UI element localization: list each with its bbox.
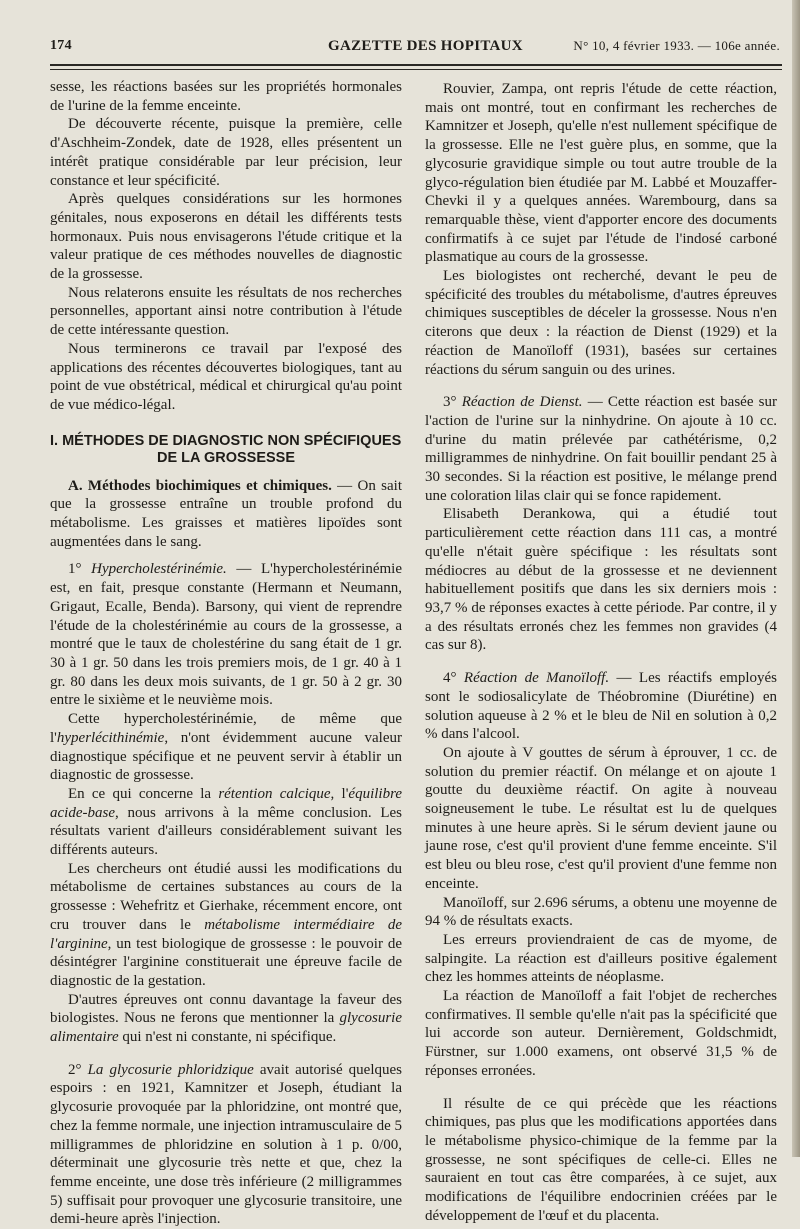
paragraph: 3° Réaction de Dienst. — Cette réaction est basée sur l'action de l'urine sur la ninhydrine. On ajoute à 10 cc. d'urine du matin prélevée par cathétérisme, 0,2 milligrammes de ninhydrine. On fait bouillir pendant 25 à 30 secondes. Si la réaction est positive, le mélange prend une coloration lilas clair qui se fonce rapidement. xyxy=(425,394,778,504)
paragraph: Les erreurs proviendraient de cas de myome, de salpingite. La réaction est d'ailleurs positive également chez les hommes atteints de néoplasme. xyxy=(425,931,777,986)
left-column xyxy=(50,78,402,1229)
header-rule xyxy=(50,64,782,66)
journal-title: GAZETTE DES HOPITAUX xyxy=(328,38,523,54)
page-edge xyxy=(792,0,800,1157)
paragraph: Elisabeth Derankowa, qui a étudié tout particulièrement cette réaction dans 111 cas, a montré qu'elle n'était guère spécifique : les résultats sont médiocres au début de la grossesse et ne deviennent habituellement positifs que dans les six derniers mois : 93,7 % de réponses exactes à cette période. Par contre, il y a des résultats erronés chez les femmes non gravides (4 cas sur 8). xyxy=(425,506,777,654)
paragraph: La réaction de Manoïloff a fait l'objet de recherches confirmatives. Il semble qu'elle n'ait pas la spécificité que lui accorde son auteur. Dernièrement, Goldschmidt, Fürstner, sur 1.000 examens, ont observé 31,5 % de réponses erronées. xyxy=(425,988,777,1079)
section-heading-line1: I. MÉTHODES DE DIAGNOSTIC NON SPÉCIFIQUES xyxy=(50,432,402,449)
paragraph: Cette hypercholestérinémie, de même que l'hyperlécithinémie, n'ont évidemment aucune valeur diagnostique spécifique et ne peuvent servir à établir un diagnostic de grossesse. xyxy=(50,711,402,784)
section-heading xyxy=(50,433,402,467)
paragraph: Après quelques considérations sur les hormones génitales, nous exposerons en détail les différents tests hormonaux. Puis nous envisagerons l'étude critique et la valeur pratique de ces méthodes nouvelles de diagnostic de la grossesse. xyxy=(50,191,402,283)
paragraph: On ajoute à V gouttes de sérum à éprouver, 1 cc. de solution du premier réactif. On mélange et on ajoute 1 goutte du deuxième réactif. On agite à nouveau soigneusement le tube. Le résultat est lu de quelques minutes à une heure après. Si le sérum devient jaune ou jaune rose, c'est qu'il provient d'une femme enceinte. S'il est bleu ou bleu rose, c'est qu'il provient d'une femme non enceinte. xyxy=(425,744,777,892)
paragraph: Il résulte de ce qui précède que les réactions chimiques, pas plus que les modifications apportées dans le métabolisme physico-chimique de la femme par la grossesse, ne sont spécifiques de celle-ci. Elles ne sauraient en tout cas être comparées, à ce sujet, aux modifications de l'équilibre endocrinien créées par le développement de l'œuf et du placenta. xyxy=(425,1095,777,1224)
subsection-title: Réaction de Manoïloff. xyxy=(463,670,610,687)
paragraph: 2° La glycosurie phloridzique avait autorisé quelques espoirs : en 1921, Kamnitzer et Joseph, étudiant la glycosurie provoquée par la phloridzine, ont montré que, chez la femme normale, une injection intramusculaire de 5 milligrammes de phloridzine en solution à 1 p. 0/00, déterminait une glycosurie très nette et que, chez la femme enceinte, une dose très inférieure (2 milligrammes 5) suffisait pour provoquer une glycosurie transitoire, une demi-heure après l'injection. xyxy=(50,1061,402,1228)
right-column xyxy=(425,80,777,1225)
paragraph: Nous terminerons ce travail par l'exposé des applications des récentes découvertes biologiques, tant au point de vue obstétrical, médical et chirurgical qu'au point de vue médico-légal. xyxy=(50,340,402,413)
paragraph: De découverte récente, puisque la première, celle d'Aschheim-Zondek, date de 1928, elles présentent un intérêt pratique considérable par leur précision, leur constance et leur spécificité. xyxy=(50,116,402,189)
subsection-title: Réaction de Dienst. xyxy=(461,394,583,411)
header-rule-thin xyxy=(50,69,782,70)
paragraph: En ce qui concerne la rétention calcique, l'équilibre acide-base, nous arrivons à la même conclusion. Les résultats varient d'ailleurs considérablement suivant les différents auteurs. xyxy=(50,785,403,859)
issue-info: N° 10, 4 février 1933. — 106e année. xyxy=(573,38,780,53)
paragraph: Nous relaterons ensuite les résultats de nos recherches personnelles, apportant ainsi notre contribution à l'étude de cette intéressante question. xyxy=(50,284,402,339)
paragraph: Les biologistes ont recherché, devant le peu de spécificité des troubles du métabolisme, d'autres épreuves chimiques susceptibles de déceler la grossesse. Nous n'en citerons que deux : la réaction de Dienst (1929) et la réaction de Manoïloff (1931), basées sur certaines réactions du sérum sanguin ou des urines. xyxy=(425,268,777,378)
paragraph: 4° Réaction de Manoïloff. — Les réactifs employés sont le sodiosalicylate de Théobromine (Diurétine) en solution aqueuse à 2 % et le bleu de Nil en solution à 0,2 % dans l'alcool. xyxy=(425,670,778,743)
page-number: 174 xyxy=(50,38,72,53)
page-header xyxy=(50,38,780,64)
paragraph: Les chercheurs ont étudié aussi les modifications du métabolisme de certaines substances au cours de la grossesse : Wehefritz et Gierhake, récemment encore, ont cru trouver dans le métabolisme intermédiaire de l'arginine, un test biologique de grossesse : le pouvoir de désintégrer l'arginine constituerait une épreuve facile de diagnostic de la gestation. xyxy=(50,860,402,989)
paragraph: D'autres épreuves ont connu davantage la faveur des biologistes. Nous ne ferons que mentionner la glycosurie alimentaire qui n'est ni constante, ni spécifique. xyxy=(50,991,402,1046)
subsection-heading: A. Méthodes biochimiques et chimiques. xyxy=(68,477,332,494)
paragraph: 1° Hypercholestérinémie. — L'hypercholestérinémie est, en fait, presque constante (Hermann et Neumann, Grigaut, Ecalle, Benda). Barsony, qui vient de reprendre l'étude de la cholestérinémie au cours de la grossesse, a montré que le taux de cholestérine du sang était de 1 gr. 30 à 1 gr. 50 dans les trois premiers mois, de 1 gr. 40 à 1 gr. 80 dans les deux mois suivants, de 1 gr. 50 à 2 gr. 30 entre le sixième et le neuvième mois. xyxy=(50,561,402,709)
paragraph: A. Méthodes biochimiques et chimiques. — On sait que la grossesse entraîne un trouble profond du métabolisme. Les graisses et matières lipoïdes sont augmentées dans le sang. xyxy=(50,477,402,550)
paragraph: Rouvier, Zampa, ont repris l'étude de cette réaction, mais ont montré, tout en confirmant les recherches de Kamnitzer et Joseph, qu'elle n'est nullement spécifique de la grossesse. Elle ne l'est guère plus, en somme, que la glycosurie gravidique simple ou tout autre trouble de la glyco-régulation bien étudiée par M. Labbé et Mouzaffer-Chevki il y a quelques années. Warembourg, dans sa remarquable thèse, vient d'apporter encore des documents confirmatifs à ce sujet par l'étude de l'indosé carboné plasmatique au cours de la grossesse. xyxy=(425,81,777,266)
subsection-title: La glycosurie phloridzique xyxy=(87,1061,254,1078)
paragraph: sesse, les réactions basées sur les propriétés hormonales de l'urine de la femme enceinte. xyxy=(50,79,402,114)
section-heading-line2: DE LA GROSSESSE xyxy=(156,449,296,466)
subsection-title: Hypercholestérinémie. xyxy=(91,561,227,578)
paragraph: Manoïloff, sur 2.696 sérums, a obtenu une moyenne de 94 % de résultats exacts. xyxy=(425,894,777,930)
